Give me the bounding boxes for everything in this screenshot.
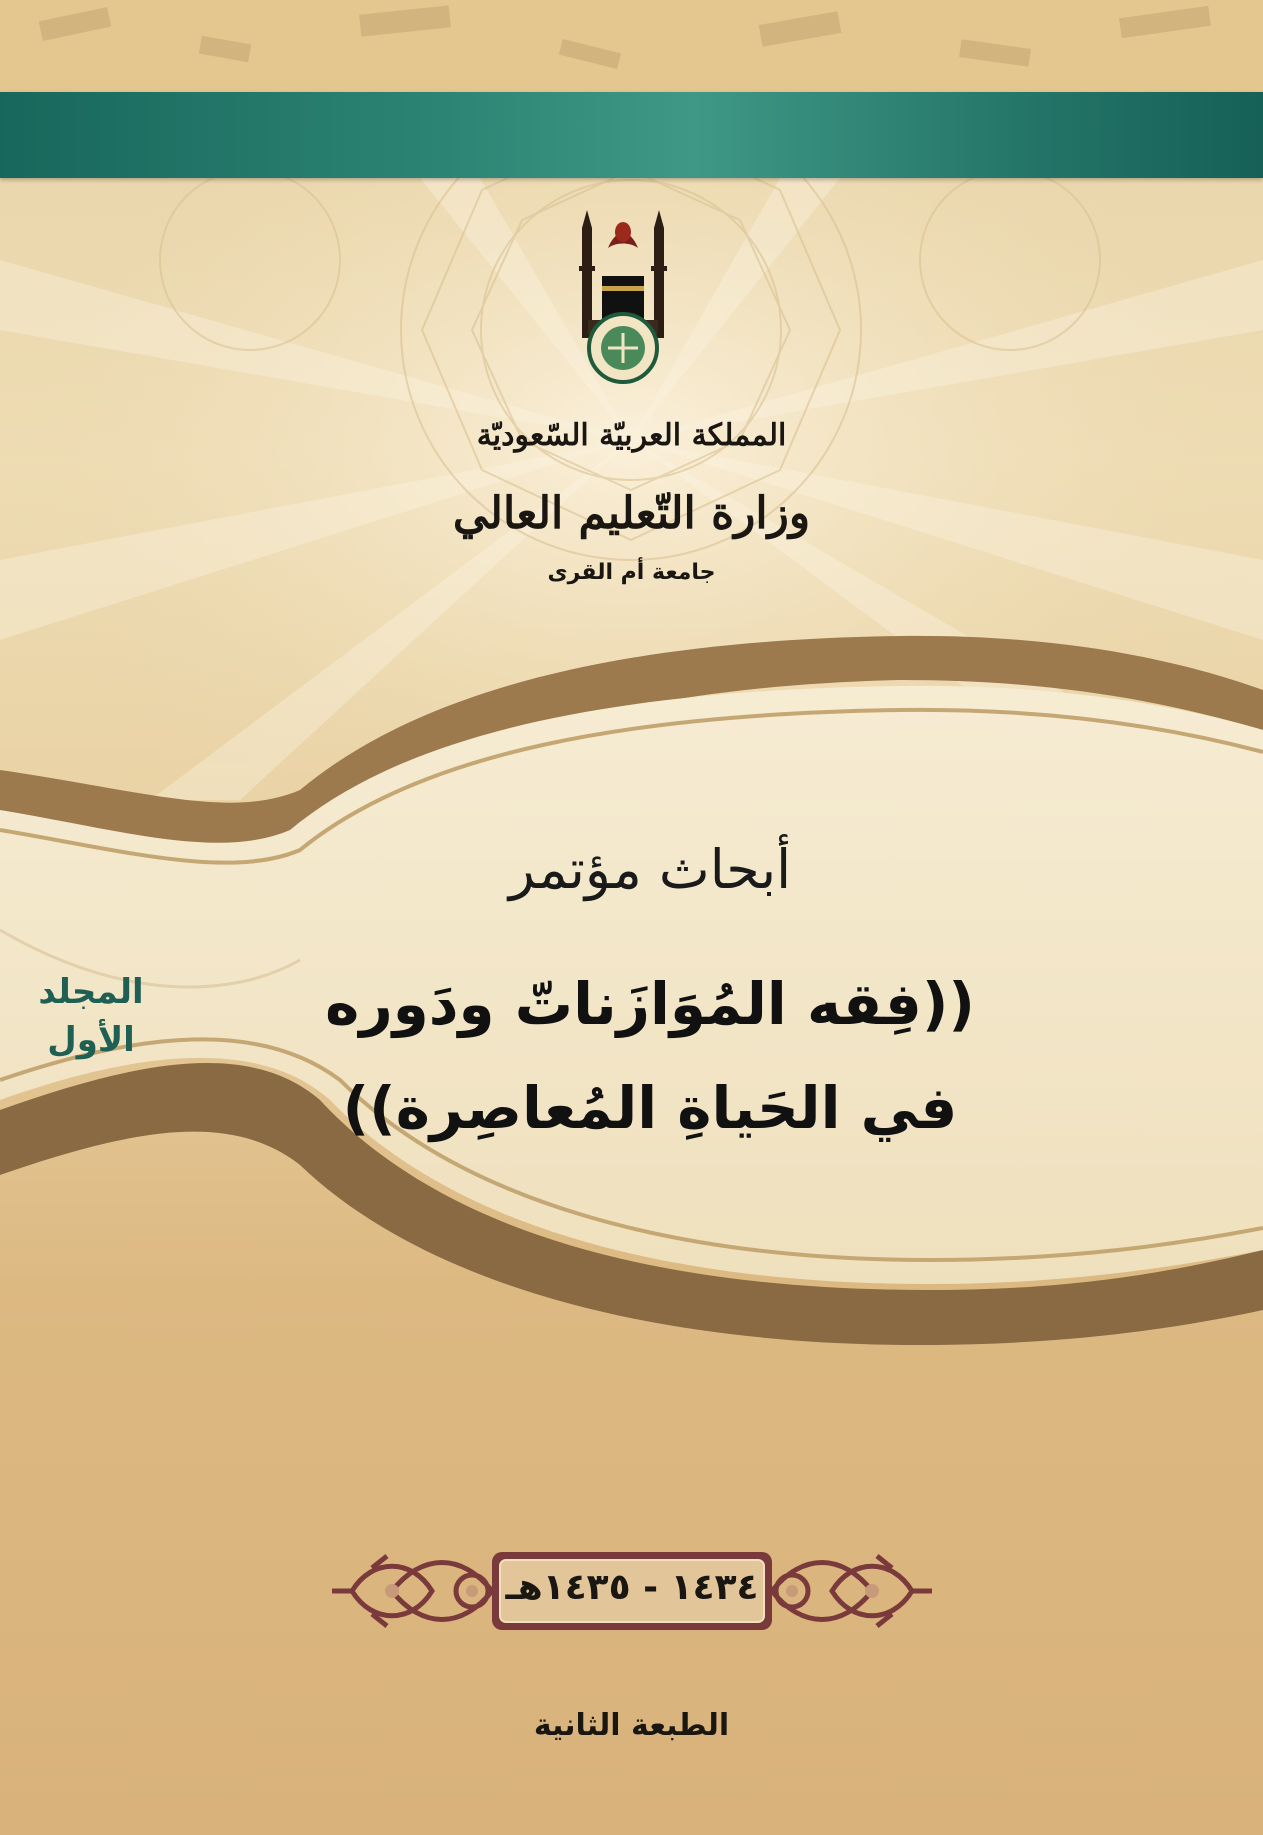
- top-teal-band: [0, 92, 1263, 178]
- book-title: [300, 952, 1000, 1160]
- ministry-name: وزارة التّعليم العالي: [452, 488, 811, 539]
- volume-line-1: المجلد: [38, 972, 144, 1012]
- title-intro: أبحاث مؤتمر: [508, 838, 792, 901]
- volume-line-2: الأول: [47, 1020, 135, 1060]
- hijri-years: ١٤٣٤ - ١٤٣٥هـ: [505, 1567, 759, 1608]
- university-emblem-icon: [568, 208, 678, 388]
- title-line-2: في الحَياةِ المُعاصِرة)): [342, 1074, 958, 1142]
- university-name: جامعة أم القرى: [547, 560, 716, 585]
- volume-label: [26, 968, 156, 1064]
- edition-label: الطبعة الثانية: [533, 1708, 730, 1743]
- kingdom-name: المملكة العربيّة السّعوديّة: [476, 418, 787, 453]
- title-line-1: ((فِقه المُوَازَناتّ ودَوره: [325, 970, 975, 1038]
